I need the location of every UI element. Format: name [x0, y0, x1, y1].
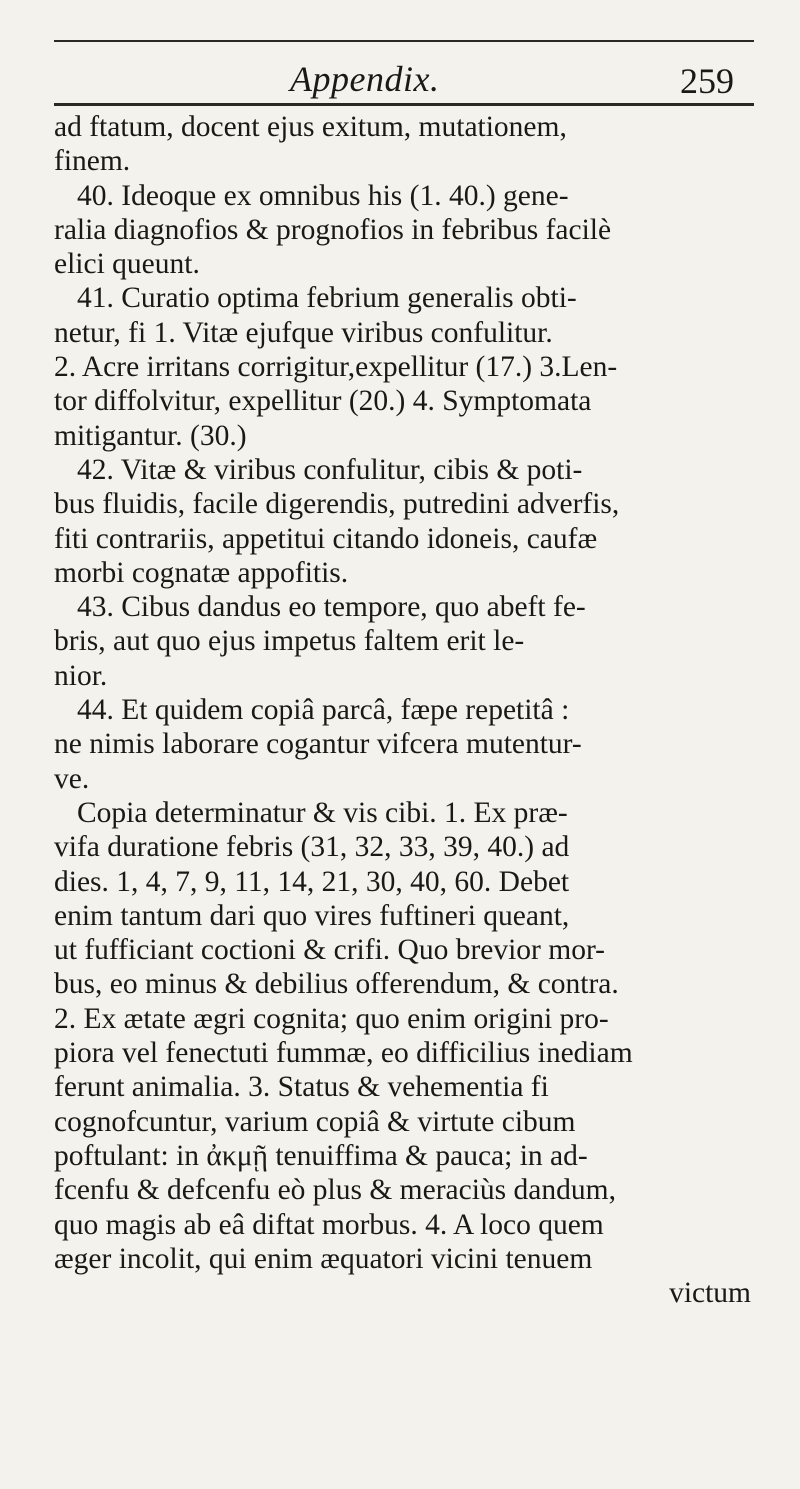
text-line: cognofcuntur, varium copiâ & virtute cibum: [54, 1105, 576, 1138]
text-line: bus, eo minus & debilius offerendum, & contra.: [54, 968, 619, 1001]
text-line: fcenfu & defcenfu eò plus & meraciùs dandum,: [54, 1174, 616, 1207]
text-line: morbi cognatæ appofitis.: [54, 556, 349, 589]
text-line: 44. Et quidem copiâ parcâ, fæpe repetitâ :: [77, 694, 570, 727]
text-line: fiti contrariis, appetitui citando idoneis, caufæ: [54, 522, 598, 555]
text-line: 40. Ideoque ex omnibus his (1. 40.) gene-: [77, 179, 569, 212]
body-text: [54, 110, 754, 1310]
text-line: bus fluidis, facile digerendis, putredini adverfis,: [54, 488, 620, 521]
text-line: netur, fi 1. Vitæ ejufque viribus confulitur.: [54, 316, 553, 349]
text-line: 43. Cibus dandus eo tempore, quo abeft fe-: [77, 591, 586, 624]
header-rule: [54, 103, 754, 106]
text-line: 2. Acre irritans corrigitur,expellitur (17.) 3.Len-: [54, 351, 618, 384]
text-line: piora vel fenectuti fummæ, eo difficilius inediam: [54, 1037, 633, 1070]
text-line: 42. Vitæ & viribus confulitur, cibis & poti-: [77, 453, 583, 486]
text-line: ralia diagnofios & prognofios in febribus facilè: [54, 213, 612, 246]
text-line: ut fufficiant coctioni & crifi. Quo brevior mor-: [54, 934, 606, 967]
text-line: vifa duratione febris (31, 32, 33, 39, 40.) ad: [54, 831, 570, 864]
text-line: ve.: [54, 762, 90, 795]
text-line: dies. 1, 4, 7, 9, 11, 14, 21, 30, 40, 60. Debet: [54, 865, 570, 898]
text-line: ne nimis laborare cogantur vifcera mutentur-: [54, 728, 582, 761]
text-line: quo magis ab eâ diftat morbus. 4. A loco quem: [54, 1208, 604, 1241]
text-line: æger incolit, qui enim æquatori vicini tenuem: [54, 1242, 593, 1275]
text-line: poftulant: in ἀκμῇ tenuiffima & pauca; in ad-: [54, 1139, 588, 1172]
text-line: ad ftatum, docent ejus exitum, mutationem,: [54, 111, 567, 143]
text-line: enim tantum dari quo vires fuftineri queant,: [54, 899, 570, 932]
text-line: Copia determinatur & vis cibi. 1. Ex præ-: [77, 796, 568, 829]
page-number: 259: [680, 61, 734, 101]
text-line: tor diffolvitur, expellitur (20.) 4. Symptomata: [54, 385, 592, 418]
running-head: Appendix.: [290, 59, 440, 99]
catchword: victum: [669, 1277, 751, 1310]
top-rule: [54, 40, 754, 42]
text-line: nior.: [54, 659, 108, 692]
text-line: finem.: [54, 145, 131, 178]
text-line: elici queunt.: [54, 248, 200, 281]
text-line: ferunt animalia. 3. Status & vehementia fi: [54, 1071, 549, 1104]
text-line: mitigantur. (30.): [54, 419, 247, 452]
text-line: bris, aut quo ejus impetus faltem erit le-: [54, 625, 525, 658]
text-line: 2. Ex ætate ægri cognita; quo enim origini pro-: [54, 1002, 609, 1035]
text-line: 41. Curatio optima febrium generalis obti-: [77, 282, 577, 315]
